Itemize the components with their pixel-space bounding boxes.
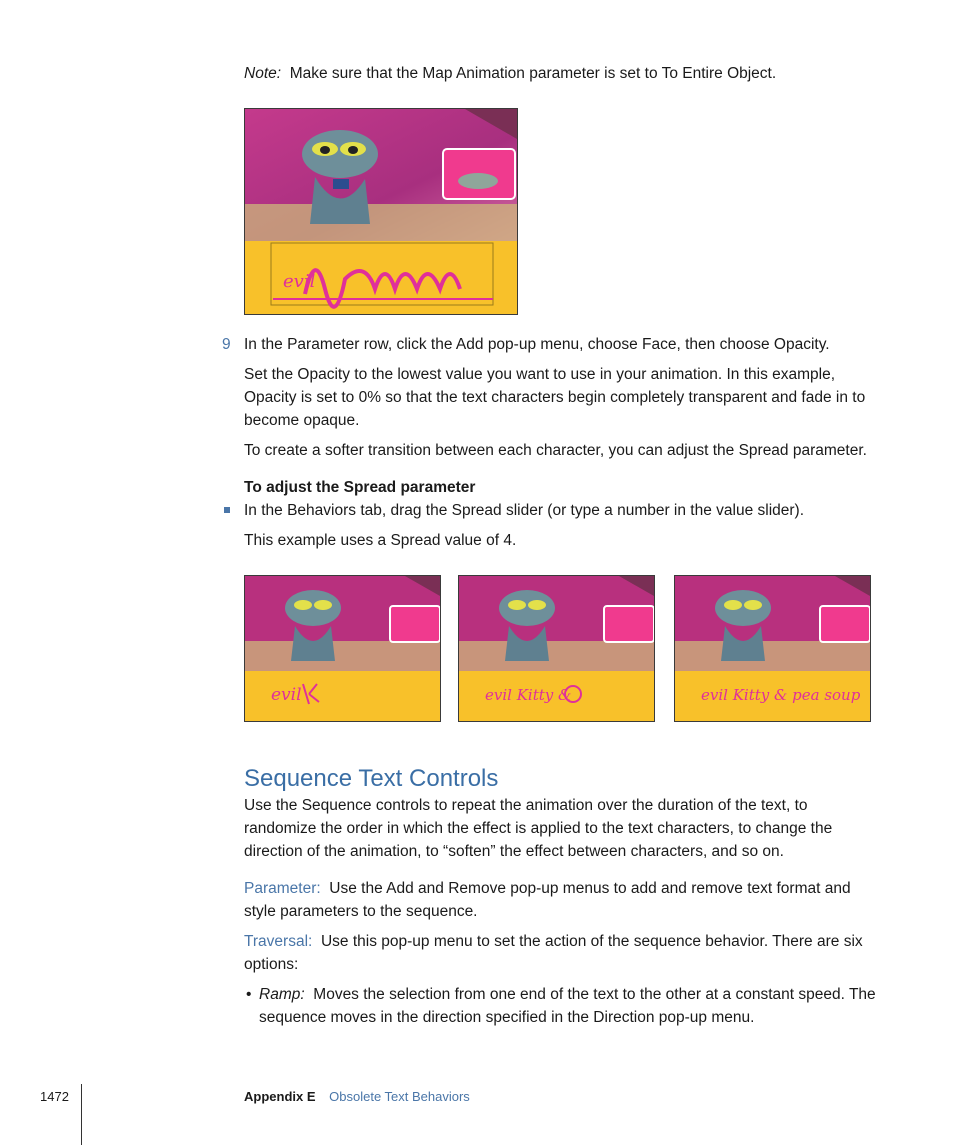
illustration-scribble-title: [244, 108, 518, 315]
parameter-term: Parameter:: [244, 880, 321, 897]
cat-scene-small-1: [245, 576, 440, 721]
appendix-label: Appendix E: [244, 1089, 316, 1104]
section-intro: Use the Sequence controls to repeat the animation over the duration of the text, to randomize the order in which the effect is applied to the text characters, to change the direction of the animation, to “soften” the effect between characters, and so on.: [244, 797, 833, 860]
step-number: 9: [222, 336, 231, 353]
softer-paragraph: To create a softer transition between each character, you can adjust the Spread parameter.: [244, 442, 867, 459]
ramp-term: Ramp:: [259, 986, 305, 1003]
traversal-term: Traversal:: [244, 933, 313, 950]
frame-3-caption: evil Kitty & pea soup: [701, 686, 861, 704]
section-heading: Sequence Text Controls: [244, 765, 499, 792]
appendix-title-link[interactable]: Obsolete Text Behaviors: [329, 1089, 470, 1104]
cat-scene-large: [245, 109, 517, 314]
task-bullet-text: In the Behaviors tab, drag the Spread slider (or type a number in the value slider).: [244, 502, 805, 519]
sequence-frame-3: [674, 575, 871, 722]
cat-scene-small-3: [675, 576, 870, 721]
bullet-square: [224, 507, 230, 513]
ramp-paragraph: [259, 983, 876, 1029]
ramp-text: Moves the selection from one end of the text to the other at a constant speed. The sequence moves in the direction specified in the Direction pop-up menu.: [259, 986, 876, 1026]
note-label: Note:: [244, 65, 282, 82]
svg-text:evil: evil: [271, 685, 302, 705]
opacity-paragraph: Set the Opacity to the lowest value you want to use in your animation. In this example, Opacity is set to 0% so that the text characters begin completely transparent and fade in to become opaque.: [244, 366, 866, 429]
traversal-paragraph: [244, 930, 876, 976]
ramp-bullet: •: [246, 986, 252, 1003]
note-paragraph: [244, 62, 876, 85]
step-9-text: In the Parameter row, click the Add pop-up menu, choose Face, then choose Opacity.: [244, 336, 830, 353]
note-text: Make sure that the Map Animation parameter is set to To Entire Object.: [289, 65, 777, 82]
parameter-text: Use the Add and Remove pop-up menus to add and remove text format and style parameters to the sequence.: [244, 880, 851, 920]
parameter-paragraph: [244, 877, 876, 923]
traversal-text: Use this pop-up menu to set the action of the sequence behavior. There are six options:: [244, 933, 863, 973]
footer-rule: [81, 1084, 82, 1145]
svg-text:evil: evil: [283, 271, 316, 292]
page-number: 1472: [40, 1089, 69, 1104]
task-heading: To adjust the Spread parameter: [244, 479, 476, 496]
frame-2-caption: evil Kitty &: [485, 686, 572, 704]
footer-appendix: [244, 1085, 470, 1108]
cat-scene-small-2: [459, 576, 654, 721]
example-paragraph: This example uses a Spread value of 4.: [244, 532, 517, 549]
sequence-frame-1: [244, 575, 441, 722]
sequence-frame-2: [458, 575, 655, 722]
